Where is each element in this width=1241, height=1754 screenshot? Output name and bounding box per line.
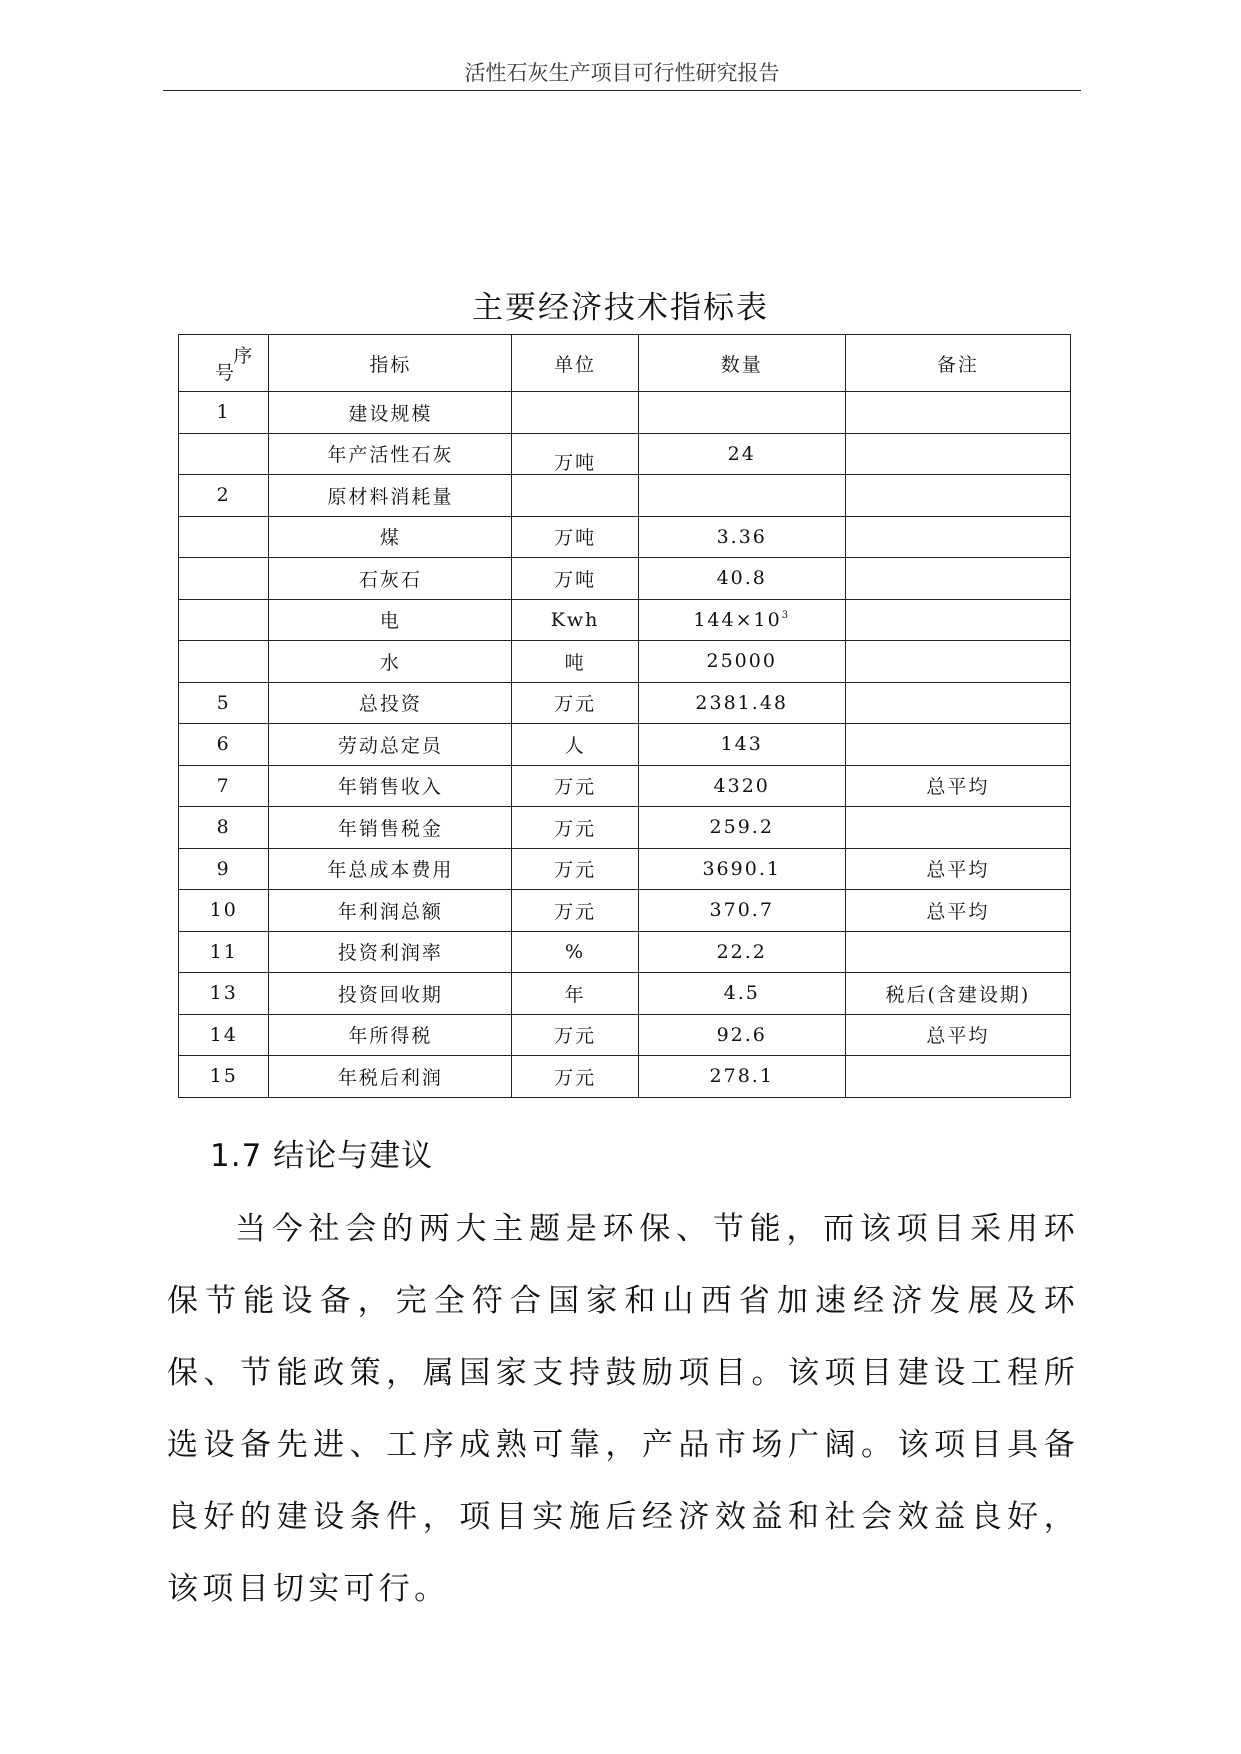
- cell-note: [845, 1056, 1070, 1098]
- cell-indicator: 年所得税: [269, 1014, 512, 1056]
- table-row: [179, 807, 1071, 849]
- cell-seq: 10: [179, 890, 269, 932]
- cell-quantity: 4.5: [638, 973, 845, 1015]
- cell-seq: [179, 599, 269, 641]
- column-header-seq-top: 序: [233, 345, 255, 367]
- economic-indicators-table: [178, 334, 1071, 1098]
- cell-quantity: 3.36: [638, 516, 845, 558]
- table-row: [179, 765, 1071, 807]
- cell-quantity: 24: [638, 433, 845, 475]
- report-title: 活性石灰生产项目可行性研究报告: [464, 61, 780, 85]
- cell-unit: [512, 392, 638, 434]
- table-row: [179, 973, 1071, 1015]
- cell-quantity: 25000: [638, 641, 845, 683]
- column-header-seq: [179, 335, 269, 392]
- table-title: 主要经济技术指标表: [472, 290, 769, 326]
- cell-seq: 11: [179, 931, 269, 973]
- cell-quantity: 259.2: [638, 807, 845, 849]
- cell-quantity: 40.8: [638, 558, 845, 600]
- cell-unit: 人: [512, 724, 638, 766]
- table-row: [179, 433, 1071, 475]
- cell-quantity-text: 144×10: [693, 608, 782, 631]
- cell-indicator: 年税后利润: [269, 1056, 512, 1098]
- cell-unit: 万吨: [512, 516, 638, 558]
- cell-indicator: 原材料消耗量: [269, 475, 512, 517]
- cell-indicator: 石灰石: [269, 558, 512, 600]
- page-header: [163, 54, 1081, 91]
- cell-quantity: [638, 475, 845, 517]
- cell-seq: 6: [179, 724, 269, 766]
- column-header-indicator: 指标: [269, 335, 512, 392]
- cell-unit-text: 万吨: [554, 452, 597, 475]
- table-row: [179, 1014, 1071, 1056]
- cell-note: [845, 558, 1070, 600]
- cell-seq: [179, 641, 269, 683]
- cell-seq: [179, 558, 269, 600]
- cell-quantity-exponent: 3: [781, 609, 791, 621]
- cell-seq: 7: [179, 765, 269, 807]
- cell-seq: 14: [179, 1014, 269, 1056]
- cell-note: [845, 516, 1070, 558]
- cell-seq: 15: [179, 1056, 269, 1098]
- table-row: [179, 475, 1071, 517]
- cell-note: 总平均: [845, 890, 1070, 932]
- cell-unit: 万元: [512, 1056, 638, 1098]
- cell-indicator: 劳动总定员: [269, 724, 512, 766]
- column-header-quantity: 数量: [638, 335, 845, 392]
- table-row: [179, 724, 1071, 766]
- cell-note: [845, 641, 1070, 683]
- cell-quantity: 4320: [638, 765, 845, 807]
- cell-note: 总平均: [845, 1014, 1070, 1056]
- cell-seq: [179, 433, 269, 475]
- cell-unit: 万元: [512, 1014, 638, 1056]
- conclusion-paragraph: 当今社会的两大主题是环保、节能，而该项目采用环保节能设备，完全符合国家和山西省加速经济发展及环保、节能政策，属国家支持鼓励项目。该项目建设工程所选设备先进、工序成熟可靠，产品市场广阔。该项目具备良好的建设条件，项目实施后经济效益和社会效益良好，该项目切实可行。: [167, 1211, 1079, 1607]
- cell-quantity: 22.2: [638, 931, 845, 973]
- table-row: [179, 392, 1071, 434]
- cell-indicator: 年总成本费用: [269, 848, 512, 890]
- cell-seq: 1: [179, 392, 269, 434]
- cell-note: [845, 724, 1070, 766]
- cell-note: [845, 392, 1070, 434]
- column-header-seq-bottom: 号: [215, 362, 237, 384]
- cell-quantity: 3690.1: [638, 848, 845, 890]
- table-row: [179, 682, 1071, 724]
- cell-indicator: 年销售税金: [269, 807, 512, 849]
- cell-unit: 万元: [512, 807, 638, 849]
- cell-note: 总平均: [845, 848, 1070, 890]
- table-row: [179, 890, 1071, 932]
- cell-note: 税后(含建设期): [845, 973, 1070, 1015]
- cell-unit: 万元: [512, 890, 638, 932]
- cell-note: [845, 599, 1070, 641]
- cell-indicator: 电: [269, 599, 512, 641]
- cell-seq: 8: [179, 807, 269, 849]
- cell-unit: 万吨: [512, 558, 638, 600]
- cell-note: [845, 433, 1070, 475]
- cell-unit: Kwh: [512, 599, 638, 641]
- cell-quantity: 2381.48: [638, 682, 845, 724]
- cell-unit: 万元: [512, 682, 638, 724]
- cell-quantity: 92.6: [638, 1014, 845, 1056]
- table-row: [179, 848, 1071, 890]
- table-row: [179, 516, 1071, 558]
- cell-seq: [179, 516, 269, 558]
- cell-quantity: 278.1: [638, 1056, 845, 1098]
- cell-quantity: 143: [638, 724, 845, 766]
- cell-indicator: 煤: [269, 516, 512, 558]
- cell-seq: 5: [179, 682, 269, 724]
- cell-indicator: 年利润总额: [269, 890, 512, 932]
- table-header-row: [179, 335, 1071, 392]
- cell-unit: 万元: [512, 848, 638, 890]
- cell-note: [845, 682, 1070, 724]
- cell-quantity: [638, 599, 845, 641]
- cell-indicator: 建设规模: [269, 392, 512, 434]
- table-row: [179, 599, 1071, 641]
- cell-note: 总平均: [845, 765, 1070, 807]
- cell-indicator: 总投资: [269, 682, 512, 724]
- cell-note: [845, 807, 1070, 849]
- cell-note: [845, 931, 1070, 973]
- section-heading: 1.7 结论与建议: [210, 1138, 434, 1174]
- cell-indicator: 投资回收期: [269, 973, 512, 1015]
- cell-indicator: 年销售收入: [269, 765, 512, 807]
- column-header-unit: 单位: [512, 335, 638, 392]
- cell-unit: %: [512, 931, 638, 973]
- cell-unit: 吨: [512, 641, 638, 683]
- table-row: [179, 641, 1071, 683]
- cell-indicator: 年产活性石灰: [269, 433, 512, 475]
- table-row: [179, 1056, 1071, 1098]
- column-header-note: 备注: [845, 335, 1070, 392]
- cell-seq: 9: [179, 848, 269, 890]
- table-row: [179, 931, 1071, 973]
- cell-seq: 2: [179, 475, 269, 517]
- cell-unit: 万元: [512, 765, 638, 807]
- table-row: [179, 558, 1071, 600]
- cell-note: [845, 475, 1070, 517]
- cell-unit: [512, 433, 638, 475]
- cell-seq: 13: [179, 973, 269, 1015]
- cell-quantity: 370.7: [638, 890, 845, 932]
- cell-indicator: 投资利润率: [269, 931, 512, 973]
- cell-unit: 年: [512, 973, 638, 1015]
- cell-quantity: [638, 392, 845, 434]
- cell-unit: [512, 475, 638, 517]
- cell-indicator: 水: [269, 641, 512, 683]
